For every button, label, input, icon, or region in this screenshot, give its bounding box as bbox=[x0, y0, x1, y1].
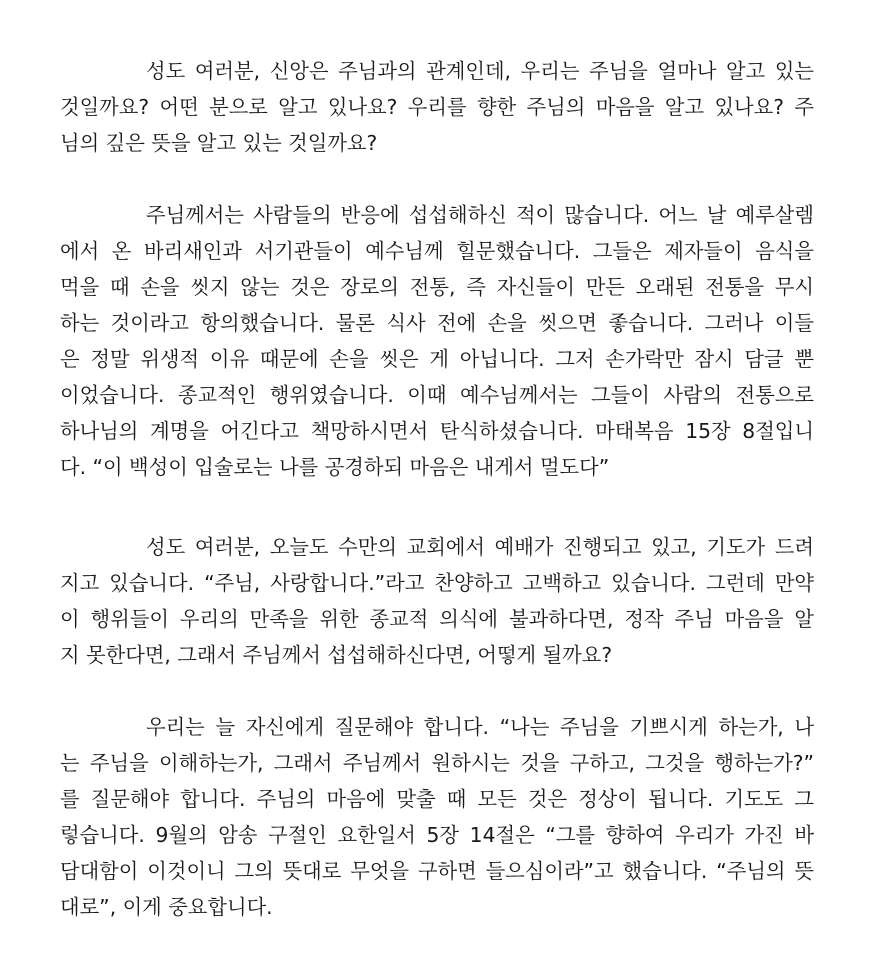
paragraph-4-line-1: 우리는 늘 자신에게 질문해야 합니다. “나는 주님을 기쁘시게 하는가, 나 bbox=[146, 715, 814, 739]
paragraph-2-line-1: 주님께서는 사람들의 반응에 섭섭해하신 적이 많습니다. 어느 날 예루살렘 bbox=[146, 203, 814, 227]
paragraph-4-line-2: 는 주님을 이해하는가, 그래서 주님께서 원하시는 것을 구하고, 그것을 행하는가?” bbox=[60, 751, 814, 775]
paragraph-4-line-6: 대로”, 이게 중요합니다. bbox=[60, 895, 273, 919]
paragraph-3-line-1: 성도 여러분, 오늘도 수만의 교회에서 예배가 진행되고 있고, 기도가 드려 bbox=[146, 535, 814, 559]
paragraph-4-line-4: 렇습니다. 9월의 암송 구절인 요한일서 5장 14절은 “그를 향하여 우리가 가진 바 bbox=[60, 823, 814, 847]
paragraph-4-line-3: 를 질문해야 합니다. 주님의 마음에 맞출 때 모든 것은 정상이 됩니다. 기도도 그 bbox=[60, 787, 814, 811]
paragraph-2-line-5: 은 정말 위생적 이유 때문에 손을 씻은 게 아닙니다. 그저 손가락만 잠시 담글 뿐 bbox=[60, 347, 814, 371]
paragraph-4-line-5: 담대함이 이것이니 그의 뜻대로 무엇을 구하면 들으심이라”고 했습니다. “주님의 뜻 bbox=[60, 859, 814, 883]
paragraph-3-line-3: 이 행위들이 우리의 만족을 위한 종교적 의식에 불과하다면, 정작 주님 마음을 알 bbox=[60, 607, 814, 631]
paragraph-2-line-3: 먹을 때 손을 씻지 않는 것은 장로의 전통, 즉 자신들이 만든 오래된 전통을 무시 bbox=[60, 275, 814, 299]
paragraph-3-line-4: 지 못한다면, 그래서 주님께서 섭섭해하신다면, 어떻게 될까요? bbox=[60, 643, 613, 667]
paragraph-2-line-4: 하는 것이라고 항의했습니다. 물론 식사 전에 손을 씻으면 좋습니다. 그러나 이들 bbox=[60, 311, 814, 335]
paragraph-1-line-3: 님의 깊은 뜻을 알고 있는 것일까요? bbox=[60, 131, 378, 155]
paragraph-2-line-6: 이었습니다. 종교적인 행위였습니다. 이때 예수님께서는 그들이 사람의 전통으로 bbox=[60, 383, 814, 407]
paragraph-2-line-8: 다. “이 백성이 입술로는 나를 공경하되 마음은 내게서 멀도다” bbox=[60, 455, 610, 479]
paragraph-3-line-2: 지고 있습니다. “주님, 사랑합니다.”라고 찬양하고 고백하고 있습니다. 그런데 만약 bbox=[60, 571, 814, 595]
paragraph-1-line-2: 것일까요? 어떤 분으로 알고 있나요? 우리를 향한 주님의 마음을 알고 있나요? 주 bbox=[60, 95, 814, 119]
paragraph-2-line-2: 에서 온 바리새인과 서기관들이 예수님께 힐문했습니다. 그들은 제자들이 음식을 bbox=[60, 239, 814, 263]
paragraph-1-line-1: 성도 여러분, 신앙은 주님과의 관계인데, 우리는 주님을 얼마나 알고 있는 bbox=[146, 59, 814, 83]
paragraph-2-line-7: 하나님의 계명을 어긴다고 책망하시면서 탄식하셨습니다. 마태복음 15장 8절입니 bbox=[60, 419, 814, 443]
